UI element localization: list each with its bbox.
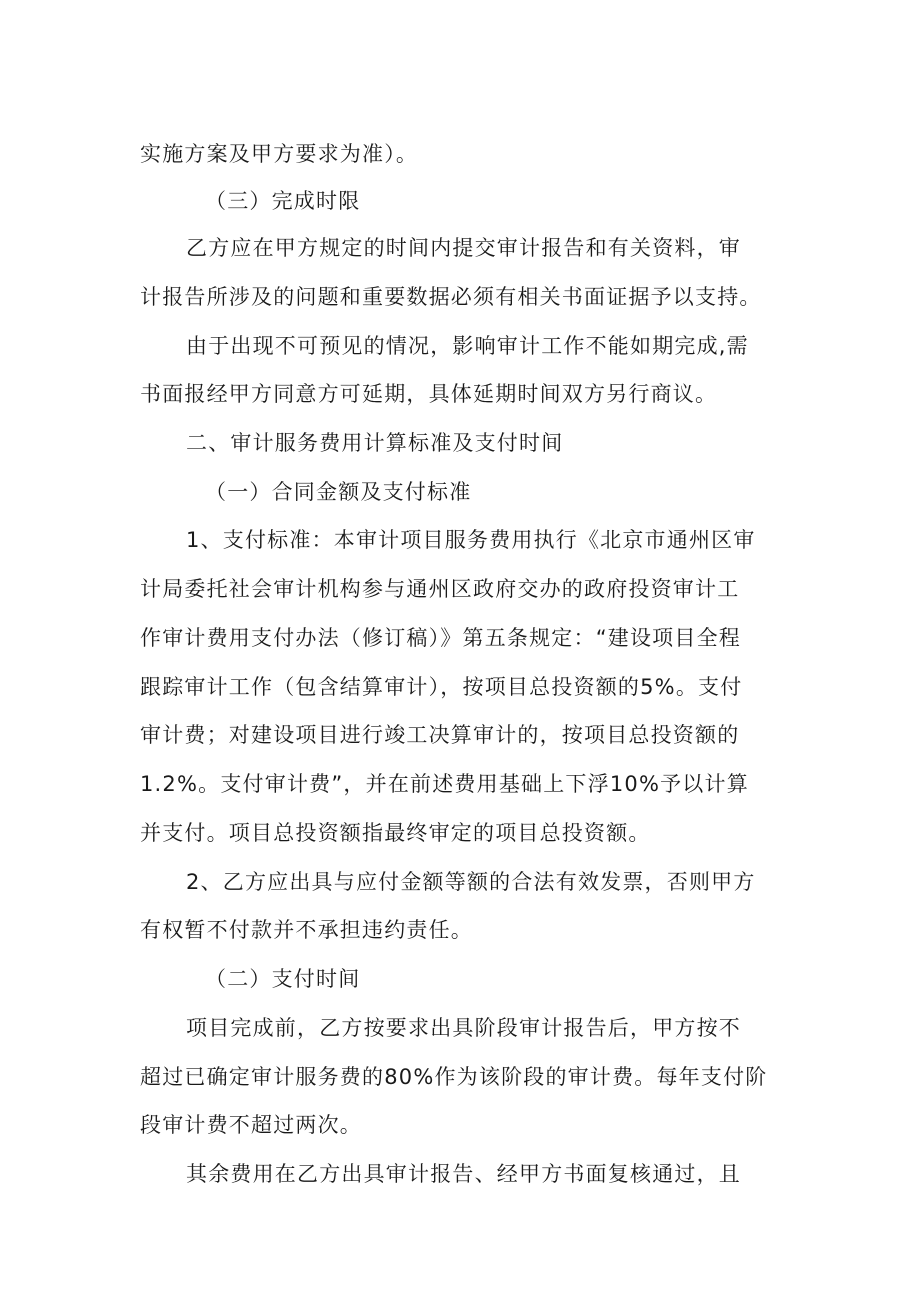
paragraph-line: 2、乙方应出具与应付金额等额的合法有效发票，否则甲方 xyxy=(186,870,756,894)
paragraph-line: 书面报经甲方同意方可延期，具体延期时间双方另行商议。 xyxy=(140,382,718,406)
section-heading: （二）支付时间 xyxy=(205,967,361,991)
paragraph-line: 段审计费不超过两次。 xyxy=(140,1113,362,1137)
paragraph-line: 项目完成前，乙方按要求出具阶段审计报告后，甲方按不 xyxy=(186,1016,741,1040)
paragraph-line: 实施方案及甲方要求为准）。 xyxy=(140,142,419,166)
paragraph-line: 其余费用在乙方出具审计报告、经甲方书面复核通过，且 xyxy=(186,1162,741,1186)
section-heading: 二、审计服务费用计算标准及支付时间 xyxy=(186,431,564,455)
paragraph-line: 乙方应在甲方规定的时间内提交审计报告和有关资料，审 xyxy=(186,236,741,260)
paragraph-line: 审计费；对建设项目进行竣工决算审计的，按项目总投资额的 xyxy=(140,723,740,747)
paragraph-line: 并支付。项目总投资额指最终审定的项目总投资额。 xyxy=(140,821,651,845)
paragraph-line: 1、支付标准：本审计项目服务费用执行《北京市通州区审 xyxy=(186,528,756,552)
paragraph-line: 计报告所涉及的问题和重要数据必须有相关书面证据予以支持。 xyxy=(140,285,762,309)
paragraph-line: 超过已确定审计服务费的80%作为该阶段的审计费。每年支付阶 xyxy=(140,1065,768,1089)
paragraph-line: 由于出现不可预见的情况，影响审计工作不能如期完成,需 xyxy=(186,334,749,358)
paragraph-line: 作审计费用支付办法（修订稿）》第五条规定：“建设项目全程 xyxy=(140,626,741,650)
section-heading: （三）完成时限 xyxy=(205,189,361,213)
paragraph-line: 跟踪审计工作（包含结算审计），按项目总投资额的5%。支付 xyxy=(140,675,743,699)
paragraph-line: 计局委托社会审计机构参与通州区政府交办的政府投资审计工 xyxy=(140,577,740,601)
paragraph-line: 有权暂不付款并不承担违约责任。 xyxy=(140,918,473,942)
paragraph-line: 1.2%。支付审计费”，并在前述费用基础上下浮10%予以计算 xyxy=(140,772,749,796)
section-heading: （一）合同金额及支付标准 xyxy=(205,480,472,504)
